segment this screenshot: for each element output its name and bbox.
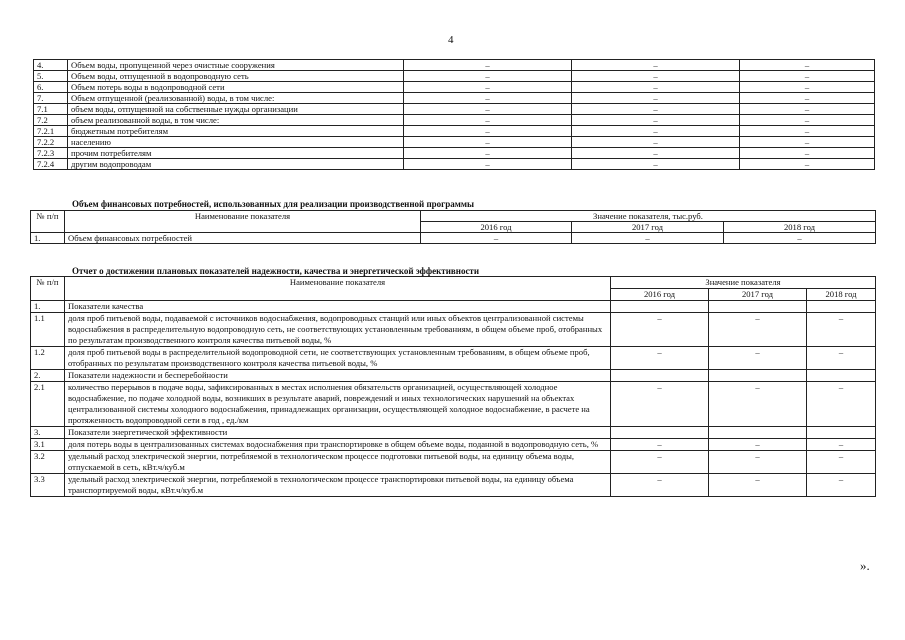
table-row — [34, 159, 875, 170]
row-num: 7.2.4 — [34, 159, 68, 170]
row-value: – — [572, 115, 740, 126]
header-year: 2018 год — [724, 222, 876, 233]
row-value: – — [404, 115, 572, 126]
row-value: – — [404, 137, 572, 148]
header-year: 2017 год — [572, 222, 724, 233]
section-title: Показатели надежности и бесперебойности — [65, 370, 611, 382]
table-row — [31, 439, 876, 451]
row-value: – — [572, 148, 740, 159]
row-value: – — [740, 115, 875, 126]
row-num: 1.1 — [31, 313, 65, 347]
row-value: – — [709, 313, 807, 347]
row-num: 3. — [31, 427, 65, 439]
row-num: 7.2.1 — [34, 126, 68, 137]
header-value: Значение показателя — [611, 277, 876, 289]
row-name: удельный расход электрической энергии, потребляемой в технологическом процессе транспортировки питьевой воды, на единицу объема транспортируемой воды, кВт.ч/куб.м — [65, 474, 611, 497]
row-value: – — [404, 71, 572, 82]
row-name: доля проб питьевой воды в распределительной водопроводной сети, не соответствующих установленным требованиям, в общем объеме проб, отобранных по результатам производственного контроля качества питьевой воды, % — [65, 347, 611, 370]
table-row — [34, 71, 875, 82]
row-name: количество перерывов в подаче воды, зафиксированных в местах исполнения обязательств организацией, осуществляющей холодное водоснабжение, по подаче холодной воды, возникших в результате аварий, повреждений и иных технологических нарушений на объектах централизованной системы холодного водоснабжения, принадлежащих организации, осуществляющей холодное водоснабжение, в расчете на протяженность водопроводной сети в год , ед./км — [65, 382, 611, 427]
header-year: 2016 год — [421, 222, 572, 233]
row-value: – — [572, 93, 740, 104]
header-value: Значение показателя, тыс.руб. — [421, 211, 876, 222]
row-value: – — [709, 382, 807, 427]
row-name: Объем потерь воды в водопроводной сети — [68, 82, 404, 93]
table-row — [31, 347, 876, 370]
row-num: 3.3 — [31, 474, 65, 497]
row-value: – — [807, 347, 876, 370]
row-name: населению — [68, 137, 404, 148]
row-value: – — [740, 148, 875, 159]
closing-mark: ». — [860, 558, 870, 573]
header-num: № п/п — [31, 211, 65, 233]
row-num: 1.2 — [31, 347, 65, 370]
indicators-report-caption: Отчет о достижении плановых показателей надежности, качества и энергетической эффективности — [72, 266, 480, 276]
row-value: – — [404, 82, 572, 93]
row-num: 7.2 — [34, 115, 68, 126]
row-num: 1. — [31, 233, 65, 244]
table-row — [31, 451, 876, 474]
row-value: – — [807, 439, 876, 451]
row-value: – — [807, 451, 876, 474]
header-year: 2017 год — [709, 289, 807, 301]
section-row — [31, 427, 876, 439]
row-value: – — [611, 347, 709, 370]
empty-cell — [709, 427, 807, 439]
row-name: объем реализованной воды, в том числе: — [68, 115, 404, 126]
row-name: Объем воды, пропущенной через очистные сооружения — [68, 60, 404, 71]
table-row — [31, 474, 876, 497]
row-value: – — [611, 474, 709, 497]
financial-needs-caption: Объем финансовых потребностей, использованных для реализации производственной программы — [72, 199, 475, 209]
row-name: доля потерь воды в централизованных системах водоснабжения при транспортировке в общем объеме воды, поданной в водопроводную сеть, % — [65, 439, 611, 451]
table-row — [34, 126, 875, 137]
empty-cell — [611, 370, 709, 382]
water-volume-table — [33, 59, 875, 170]
row-value: – — [740, 137, 875, 148]
table-row — [34, 115, 875, 126]
table-row — [34, 104, 875, 115]
row-value: – — [740, 71, 875, 82]
row-value: – — [709, 451, 807, 474]
row-num: 2.1 — [31, 382, 65, 427]
row-num: 4. — [34, 60, 68, 71]
table-row — [31, 313, 876, 347]
row-value: – — [572, 233, 724, 244]
table-row — [34, 148, 875, 159]
row-value: – — [572, 82, 740, 93]
section-row — [31, 301, 876, 313]
row-value: – — [404, 159, 572, 170]
header-year: 2018 год — [807, 289, 876, 301]
empty-cell — [807, 370, 876, 382]
row-value: – — [421, 233, 572, 244]
row-value: – — [572, 126, 740, 137]
row-num: 3.1 — [31, 439, 65, 451]
row-name: Объем отпущенной (реализованной) воды, в том числе: — [68, 93, 404, 104]
row-value: – — [404, 60, 572, 71]
row-value: – — [807, 382, 876, 427]
row-num: 7.1 — [34, 104, 68, 115]
row-value: – — [709, 439, 807, 451]
row-name: Объем финансовых потребностей — [65, 233, 421, 244]
row-value: – — [572, 137, 740, 148]
row-num: 7. — [34, 93, 68, 104]
table-row — [34, 60, 875, 71]
header-num: № п/п — [31, 277, 65, 301]
row-value: – — [740, 93, 875, 104]
header-name: Наименование показателя — [65, 211, 421, 233]
table-row — [34, 93, 875, 104]
row-name: другим водопроводам — [68, 159, 404, 170]
row-name: бюджетным потребителям — [68, 126, 404, 137]
row-value: – — [740, 126, 875, 137]
row-value: – — [572, 159, 740, 170]
row-value: – — [740, 60, 875, 71]
row-num: 7.2.2 — [34, 137, 68, 148]
row-value: – — [807, 474, 876, 497]
row-value: – — [572, 104, 740, 115]
row-value: – — [611, 451, 709, 474]
row-value: – — [404, 126, 572, 137]
page-number: 4 — [448, 34, 454, 46]
empty-cell — [709, 301, 807, 313]
row-name: Объем воды, отпущенной в водопроводную сеть — [68, 71, 404, 82]
row-num: 5. — [34, 71, 68, 82]
financial-needs-table — [30, 210, 876, 244]
table-row — [34, 137, 875, 148]
section-row — [31, 370, 876, 382]
row-value: – — [611, 313, 709, 347]
empty-cell — [709, 370, 807, 382]
empty-cell — [807, 427, 876, 439]
row-value: – — [404, 148, 572, 159]
empty-cell — [611, 427, 709, 439]
row-value: – — [572, 60, 740, 71]
row-num: 7.2.3 — [34, 148, 68, 159]
row-value: – — [611, 382, 709, 427]
section-title: Показатели энергетической эффективности — [65, 427, 611, 439]
header-year: 2016 год — [611, 289, 709, 301]
row-value: – — [740, 104, 875, 115]
row-num: 6. — [34, 82, 68, 93]
row-name: доля проб питьевой воды, подаваемой с источников водоснабжения, водопроводных станций или иных объектов централизованной системы водоснабжения в распределительную водопроводную сеть, не соответствующих установленным требованиям, в общем объеме проб, отобранных по результатам производственного контроля качества питьевой воды, % — [65, 313, 611, 347]
row-num: 1. — [31, 301, 65, 313]
row-name: удельный расход электрической энергии, потребляемой в технологическом процессе подготовки питьевой воды, на единицу объема воды, отпускаемой в сеть, кВт.ч/куб.м — [65, 451, 611, 474]
empty-cell — [807, 301, 876, 313]
row-value: – — [404, 104, 572, 115]
row-value: – — [740, 159, 875, 170]
indicators-report-table — [30, 276, 876, 497]
row-value: – — [724, 233, 876, 244]
row-value: – — [709, 474, 807, 497]
section-title: Показатели качества — [65, 301, 611, 313]
row-value: – — [807, 313, 876, 347]
row-value: – — [404, 93, 572, 104]
row-value: – — [572, 71, 740, 82]
row-name: объем воды, отпущенной на собственные нужды организации — [68, 104, 404, 115]
table-row — [34, 82, 875, 93]
header-name: Наименование показателя — [65, 277, 611, 301]
table-row — [31, 382, 876, 427]
empty-cell — [611, 301, 709, 313]
row-value: – — [611, 439, 709, 451]
row-value: – — [740, 82, 875, 93]
row-name: прочим потребителям — [68, 148, 404, 159]
row-num: 3.2 — [31, 451, 65, 474]
row-value: – — [709, 347, 807, 370]
row-num: 2. — [31, 370, 65, 382]
